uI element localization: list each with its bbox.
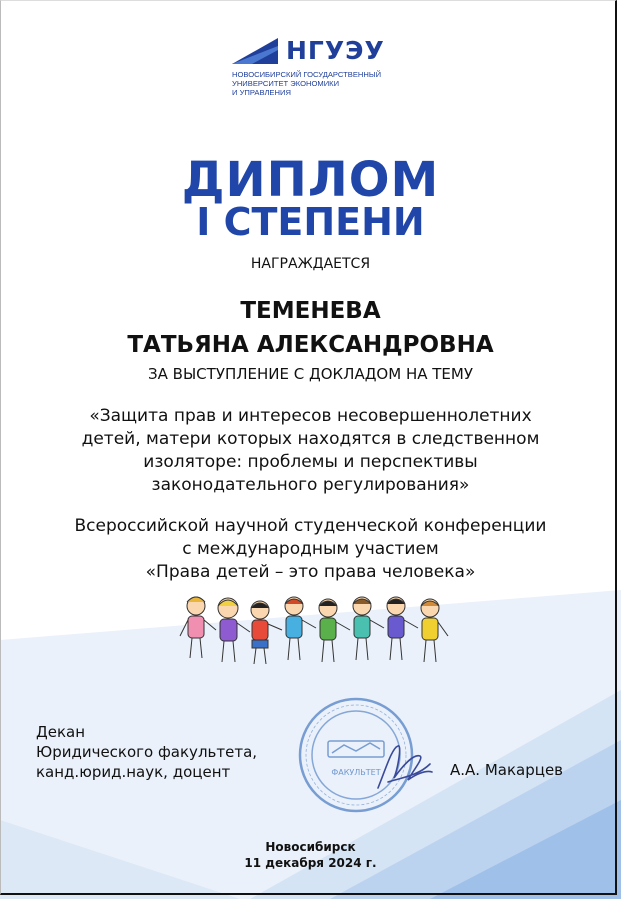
recipient-name: ТАТЬЯНА АЛЕКСАНДРОВНА — [127, 332, 494, 358]
stamp-label: ФАКУЛЬТЕТ — [331, 768, 381, 777]
child-figure — [180, 597, 216, 658]
logo-subtitle — [232, 70, 422, 97]
child-figure — [251, 601, 282, 664]
awarded-label: НАГРАЖДАЕТСЯ — [250, 256, 371, 272]
child-figure — [319, 599, 350, 662]
diploma-title: ДИПЛОМ — [181, 152, 440, 208]
handwritten-signature — [368, 738, 438, 798]
signatory-title — [36, 722, 257, 782]
conference-line: Всероссийской научной студенческой конференции — [74, 516, 547, 536]
signatory-line: Декан — [36, 723, 86, 741]
child-figure — [353, 597, 384, 660]
topic-line: «Защита прав и интересов несовершеннолетних — [89, 406, 532, 426]
diploma-degree: I СТЕПЕНИ — [196, 200, 425, 244]
report-topic — [0, 405, 621, 497]
logo-subtitle-line: И УПРАВЛЕНИЯ — [232, 88, 291, 97]
conference-name — [0, 515, 621, 584]
recipient-surname: ТЕМЕНЕВА — [240, 298, 381, 324]
conference-line: «Права детей – это права человека» — [145, 562, 476, 582]
child-figure — [218, 598, 250, 662]
child-figure — [421, 599, 448, 662]
logo-subtitle-line: НОВОСИБИРСКИЙ ГОСУДАРСТВЕННЫЙ — [232, 70, 382, 79]
university-logo — [232, 38, 422, 108]
child-figure — [387, 597, 418, 660]
logo-mark-icon — [232, 38, 282, 66]
children-illustration — [178, 592, 453, 672]
child-figure — [285, 597, 316, 660]
conference-line: с международным участием — [182, 539, 439, 559]
signatory-line: Юридического факультета, — [36, 743, 258, 761]
topic-line: изоляторе: проблемы и перспективы — [143, 452, 478, 472]
logo-subtitle-line: УНИВЕРСИТЕТ ЭКОНОМИКИ — [232, 79, 340, 88]
issue-place: Новосибирск — [265, 840, 356, 854]
signatory-name: А.А. Макарцев — [450, 761, 564, 779]
signatory-line: канд.юрид.наук, доцент — [36, 763, 231, 781]
topic-line: детей, матери которых находятся в следственном — [81, 429, 540, 449]
topic-line: законодательного регулирования» — [151, 475, 470, 495]
logo-name: НГУЭУ — [286, 36, 385, 65]
for-report-label: ЗА ВЫСТУПЛЕНИЕ С ДОКЛАДОМ НА ТЕМУ — [148, 365, 473, 383]
issue-date: 11 декабря 2024 г. — [244, 856, 377, 870]
